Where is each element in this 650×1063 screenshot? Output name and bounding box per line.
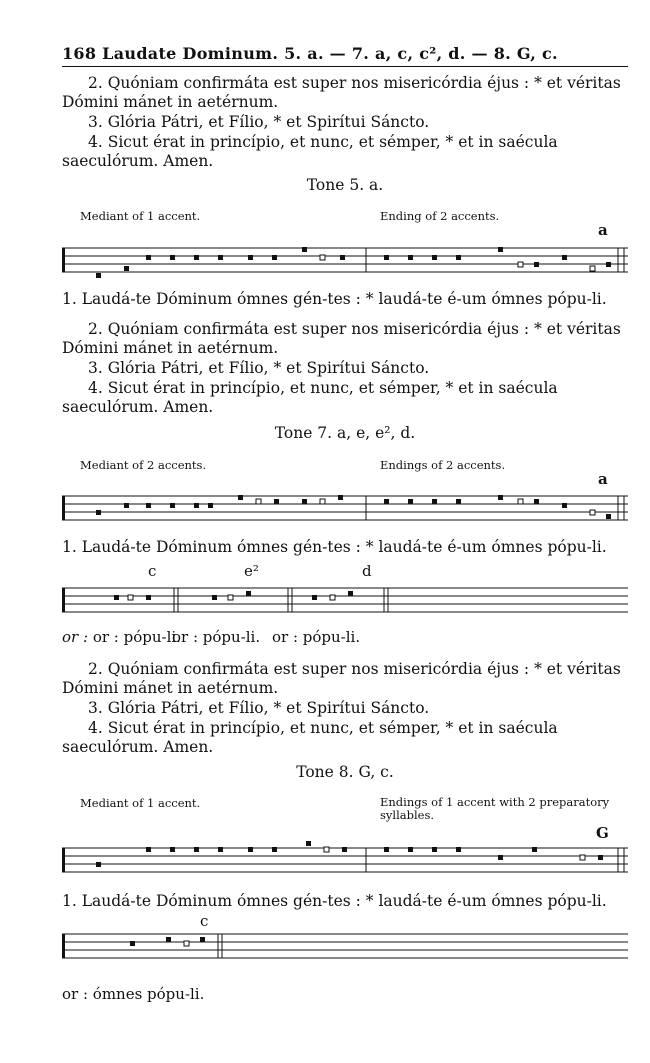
tone8-title: Tone 8. G, c. (296, 763, 394, 781)
verse-4-top: 4. Sicut érat in princípio, et nunc, et sémper, * et in saécula saeculórum. Amen. (62, 133, 558, 170)
tone5-title: Tone 5. a. (306, 176, 384, 194)
tone8-mediant-label: Mediant of 1 accent. (80, 796, 201, 810)
tone7-alt-staff (62, 584, 628, 620)
tone8-alt-staff (62, 930, 628, 970)
tone8-alt-or: or : ómnes pópu-li. (62, 985, 205, 1003)
tone5-staff (62, 244, 628, 284)
tone7-alt-mark-c: c (148, 562, 157, 580)
tone7-mediant-label: Mediant of 2 accents. (80, 458, 207, 472)
header-rule (62, 66, 628, 67)
tone7-verse-3: 3. Glória Pátri, et Fílio, * et Spirítui Sáncto. (88, 699, 430, 717)
tone7-alt-mark-d: d (362, 562, 372, 580)
tone7-ending-mark: a (598, 470, 608, 488)
tone7-alt-mark-e2: e² (244, 562, 259, 580)
tone8-staff (62, 844, 628, 884)
tone7-lyric: 1. Laudá-te Dóminum ómnes gén-tes : * laudá-te é-um ómnes pópu-li. (62, 538, 607, 556)
tone7-alt-or-1: or : or : pópu-li. (62, 628, 181, 646)
verse-2-top: 2. Quóniam confirmáta est super nos misericórdia éjus : * et véritas Dómini mánet in aetérnum. (62, 74, 621, 111)
tone5-verse-3: 3. Glória Pátri, et Fílio, * et Spirítui Sáncto. (88, 359, 430, 377)
tone5-lyric: 1. Laudá-te Dóminum ómnes gén-tes : * laudá-te é-um ómnes pópu-li. (62, 290, 607, 308)
tone8-alt-mark: c (200, 912, 209, 930)
tone7-alt-or-2: or : pópu-li. (172, 628, 261, 646)
tone5-ending-label: Ending of 2 accents. (380, 209, 500, 223)
tone8-lyric: 1. Laudá-te Dóminum ómnes gén-tes : * laudá-te é-um ómnes pópu-li. (62, 892, 607, 910)
tone7-alt-or-3: or : pópu-li. (272, 628, 361, 646)
tone5-verse-4: 4. Sicut érat in princípio, et nunc, et sémper, * et in saécula saeculórum. Amen. (62, 379, 558, 416)
tone5-ending-mark: a (598, 221, 608, 239)
tone7-verse-4: 4. Sicut érat in princípio, et nunc, et sémper, * et in saécula saeculórum. Amen. (62, 719, 558, 756)
tone8-ending-mark: G (596, 824, 609, 842)
tone7-ending-label: Endings of 2 accents. (380, 458, 506, 472)
tone8-ending-label: Endings of 1 accent with 2 preparatory syllables. (380, 795, 610, 822)
page-header: 168 Laudate Dominum. 5. a. — 7. a, c, c², d. — 8. G, c. (62, 44, 558, 63)
tone7-title: Tone 7. a, e, e², d. (274, 424, 416, 442)
tone7-verse-2: 2. Quóniam confirmáta est super nos misericórdia éjus : * et véritas Dómini mánet in aetérnum. (62, 660, 621, 697)
tone7-staff (62, 492, 628, 532)
tone5-mediant-label: Mediant of 1 accent. (80, 209, 201, 223)
verse-3-top: 3. Glória Pátri, et Fílio, * et Spirítui Sáncto. (88, 113, 430, 131)
tone5-verse-2: 2. Quóniam confirmáta est super nos misericórdia éjus : * et véritas Dómini mánet in aetérnum. (62, 320, 621, 357)
